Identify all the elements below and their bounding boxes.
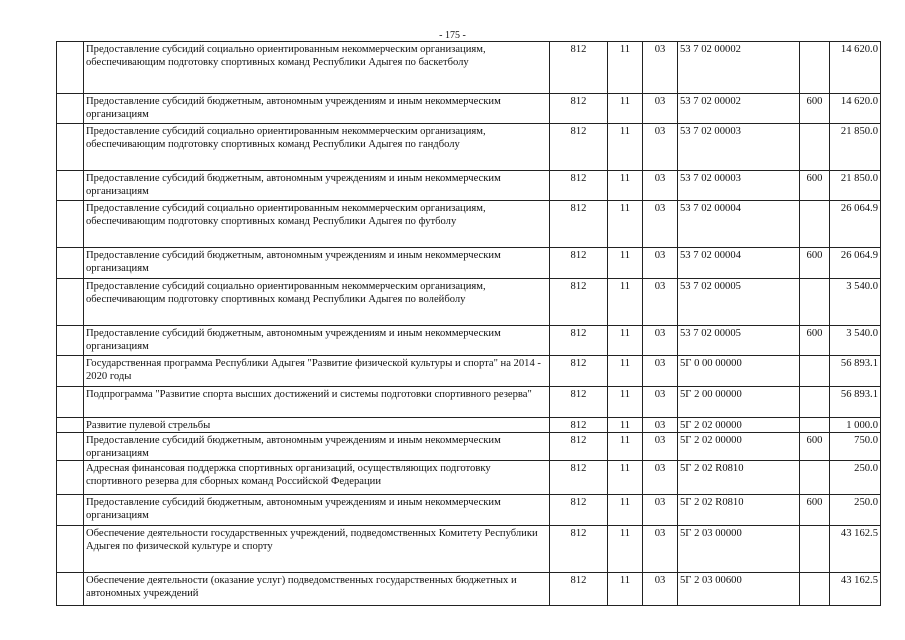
- table-row: [57, 356, 881, 387]
- grbs-code: 812: [550, 279, 608, 326]
- target-article-code: 5Г 2 02 R0810: [678, 461, 800, 495]
- page-number: - 175 -: [439, 30, 466, 41]
- target-article-code: 5Г 2 03 00600: [678, 573, 800, 606]
- target-article-code: 53 7 02 00002: [678, 94, 800, 124]
- expense-type-code: [800, 573, 830, 606]
- table-row: [57, 495, 881, 526]
- section-code: 11: [608, 495, 643, 526]
- blank-cell: [57, 279, 84, 326]
- item-name: Обеспечение деятельности (оказание услуг) подведомственных государственных бюджетных и автономных учреждений: [84, 573, 550, 606]
- target-article-code: 5Г 2 02 00000: [678, 433, 800, 461]
- grbs-code: 812: [550, 526, 608, 573]
- amount: 3 540.0: [830, 326, 881, 356]
- grbs-code: 812: [550, 94, 608, 124]
- section-code: 11: [608, 171, 643, 201]
- section-code: 11: [608, 248, 643, 279]
- table-row: [57, 201, 881, 248]
- table-row: [57, 248, 881, 279]
- amount: 3 540.0: [830, 279, 881, 326]
- blank-cell: [57, 573, 84, 606]
- target-article-code: 53 7 02 00003: [678, 124, 800, 171]
- blank-cell: [57, 461, 84, 495]
- grbs-code: 812: [550, 201, 608, 248]
- table-row: [57, 326, 881, 356]
- amount: 43 162.5: [830, 573, 881, 606]
- subsection-code: 03: [643, 495, 678, 526]
- item-name: Предоставление субсидий бюджетным, автономным учреждениям и иным некоммерческим организациям: [84, 326, 550, 356]
- subsection-code: 03: [643, 433, 678, 461]
- subsection-code: 03: [643, 171, 678, 201]
- section-code: 11: [608, 42, 643, 94]
- blank-cell: [57, 326, 84, 356]
- expense-type-code: [800, 279, 830, 326]
- amount: 56 893.1: [830, 356, 881, 387]
- blank-cell: [57, 526, 84, 573]
- table-row: [57, 418, 881, 433]
- item-name: Адресная финансовая поддержка спортивных организаций, осуществляющих подготовку спортивного резерва для сборных команд Российской Федерации: [84, 461, 550, 495]
- section-code: 11: [608, 326, 643, 356]
- amount: 56 893.1: [830, 387, 881, 418]
- item-name: Предоставление субсидий социально ориентированным некоммерческим организациям, обеспечивающим подготовку спортивных команд Республики Адыгея по гандболу: [84, 124, 550, 171]
- subsection-code: 03: [643, 326, 678, 356]
- item-name: Государственная программа Республики Адыгея "Развитие физической культуры и спорта" на 2014 - 2020 годы: [84, 356, 550, 387]
- amount: 21 850.0: [830, 171, 881, 201]
- blank-cell: [57, 356, 84, 387]
- subsection-code: 03: [643, 279, 678, 326]
- blank-cell: [57, 248, 84, 279]
- subsection-code: 03: [643, 248, 678, 279]
- expense-type-code: [800, 42, 830, 94]
- item-name: Предоставление субсидий бюджетным, автономным учреждениям и иным некоммерческим организациям: [84, 171, 550, 201]
- amount: 21 850.0: [830, 124, 881, 171]
- target-article-code: 5Г 0 00 00000: [678, 356, 800, 387]
- target-article-code: 53 7 02 00005: [678, 279, 800, 326]
- section-code: 11: [608, 356, 643, 387]
- blank-cell: [57, 495, 84, 526]
- item-name: Подпрограмма "Развитие спорта высших достижений и системы подготовки спортивного резерва": [84, 387, 550, 418]
- grbs-code: 812: [550, 356, 608, 387]
- amount: 14 620.0: [830, 94, 881, 124]
- item-name: Предоставление субсидий бюджетным, автономным учреждениям и иным некоммерческим организациям: [84, 94, 550, 124]
- amount: 750.0: [830, 433, 881, 461]
- amount: 26 064.9: [830, 248, 881, 279]
- expense-type-code: [800, 201, 830, 248]
- target-article-code: 53 7 02 00002: [678, 42, 800, 94]
- table-row: [57, 461, 881, 495]
- subsection-code: 03: [643, 526, 678, 573]
- blank-cell: [57, 171, 84, 201]
- expense-type-code: [800, 124, 830, 171]
- subsection-code: 03: [643, 124, 678, 171]
- table-row: [57, 526, 881, 573]
- grbs-code: 812: [550, 326, 608, 356]
- table-row: [57, 94, 881, 124]
- section-code: 11: [608, 461, 643, 495]
- section-code: 11: [608, 573, 643, 606]
- budget-table: [56, 41, 881, 606]
- table-row: [57, 171, 881, 201]
- blank-cell: [57, 42, 84, 94]
- section-code: 11: [608, 124, 643, 171]
- target-article-code: 5Г 2 02 00000: [678, 418, 800, 433]
- table-body: [57, 42, 881, 606]
- item-name: Предоставление субсидий бюджетным, автономным учреждениям и иным некоммерческим организациям: [84, 495, 550, 526]
- section-code: 11: [608, 279, 643, 326]
- blank-cell: [57, 387, 84, 418]
- table-row: [57, 124, 881, 171]
- amount: 26 064.9: [830, 201, 881, 248]
- amount: 1 000.0: [830, 418, 881, 433]
- grbs-code: 812: [550, 42, 608, 94]
- target-article-code: 53 7 02 00005: [678, 326, 800, 356]
- target-article-code: 5Г 2 00 00000: [678, 387, 800, 418]
- table-row: [57, 387, 881, 418]
- target-article-code: 5Г 2 03 00000: [678, 526, 800, 573]
- blank-cell: [57, 94, 84, 124]
- section-code: 11: [608, 94, 643, 124]
- section-code: 11: [608, 418, 643, 433]
- amount: 14 620.0: [830, 42, 881, 94]
- expense-type-code: [800, 526, 830, 573]
- blank-cell: [57, 418, 84, 433]
- subsection-code: 03: [643, 573, 678, 606]
- subsection-code: 03: [643, 356, 678, 387]
- amount: 43 162.5: [830, 526, 881, 573]
- item-name: Предоставление субсидий социально ориентированным некоммерческим организациям, обеспечивающим подготовку спортивных команд Республики Адыгея по волейболу: [84, 279, 550, 326]
- amount: 250.0: [830, 461, 881, 495]
- item-name: Предоставление субсидий бюджетным, автономным учреждениям и иным некоммерческим организациям: [84, 433, 550, 461]
- subsection-code: 03: [643, 94, 678, 124]
- expense-type-code: 600: [800, 94, 830, 124]
- grbs-code: 812: [550, 387, 608, 418]
- expense-type-code: [800, 356, 830, 387]
- table-row: [57, 279, 881, 326]
- expense-type-code: 600: [800, 433, 830, 461]
- target-article-code: 53 7 02 00004: [678, 201, 800, 248]
- target-article-code: 53 7 02 00003: [678, 171, 800, 201]
- section-code: 11: [608, 201, 643, 248]
- expense-type-code: 600: [800, 248, 830, 279]
- section-code: 11: [608, 526, 643, 573]
- subsection-code: 03: [643, 42, 678, 94]
- grbs-code: 812: [550, 124, 608, 171]
- subsection-code: 03: [643, 387, 678, 418]
- item-name: Предоставление субсидий социально ориентированным некоммерческим организациям, обеспечивающим подготовку спортивных команд Республики Адыгея по баскетболу: [84, 42, 550, 94]
- expense-type-code: 600: [800, 326, 830, 356]
- grbs-code: 812: [550, 171, 608, 201]
- subsection-code: 03: [643, 461, 678, 495]
- grbs-code: 812: [550, 573, 608, 606]
- table-row: [57, 42, 881, 94]
- item-name: Предоставление субсидий бюджетным, автономным учреждениям и иным некоммерческим организациям: [84, 248, 550, 279]
- item-name: Развитие пулевой стрельбы: [84, 418, 550, 433]
- subsection-code: 03: [643, 201, 678, 248]
- expense-type-code: [800, 461, 830, 495]
- blank-cell: [57, 433, 84, 461]
- blank-cell: [57, 124, 84, 171]
- item-name: Обеспечение деятельности государственных учреждений, подведомственных Комитету Республики Адыгея по физической культуре и спорту: [84, 526, 550, 573]
- blank-cell: [57, 201, 84, 248]
- item-name: Предоставление субсидий социально ориентированным некоммерческим организациям, обеспечивающим подготовку спортивных команд Республики Адыгея по футболу: [84, 201, 550, 248]
- expense-type-code: 600: [800, 171, 830, 201]
- grbs-code: 812: [550, 461, 608, 495]
- expense-type-code: 600: [800, 495, 830, 526]
- table-row: [57, 573, 881, 606]
- amount: 250.0: [830, 495, 881, 526]
- grbs-code: 812: [550, 418, 608, 433]
- grbs-code: 812: [550, 433, 608, 461]
- target-article-code: 53 7 02 00004: [678, 248, 800, 279]
- expense-type-code: [800, 418, 830, 433]
- expense-type-code: [800, 387, 830, 418]
- target-article-code: 5Г 2 02 R0810: [678, 495, 800, 526]
- table-row: [57, 433, 881, 461]
- section-code: 11: [608, 433, 643, 461]
- section-code: 11: [608, 387, 643, 418]
- grbs-code: 812: [550, 248, 608, 279]
- subsection-code: 03: [643, 418, 678, 433]
- grbs-code: 812: [550, 495, 608, 526]
